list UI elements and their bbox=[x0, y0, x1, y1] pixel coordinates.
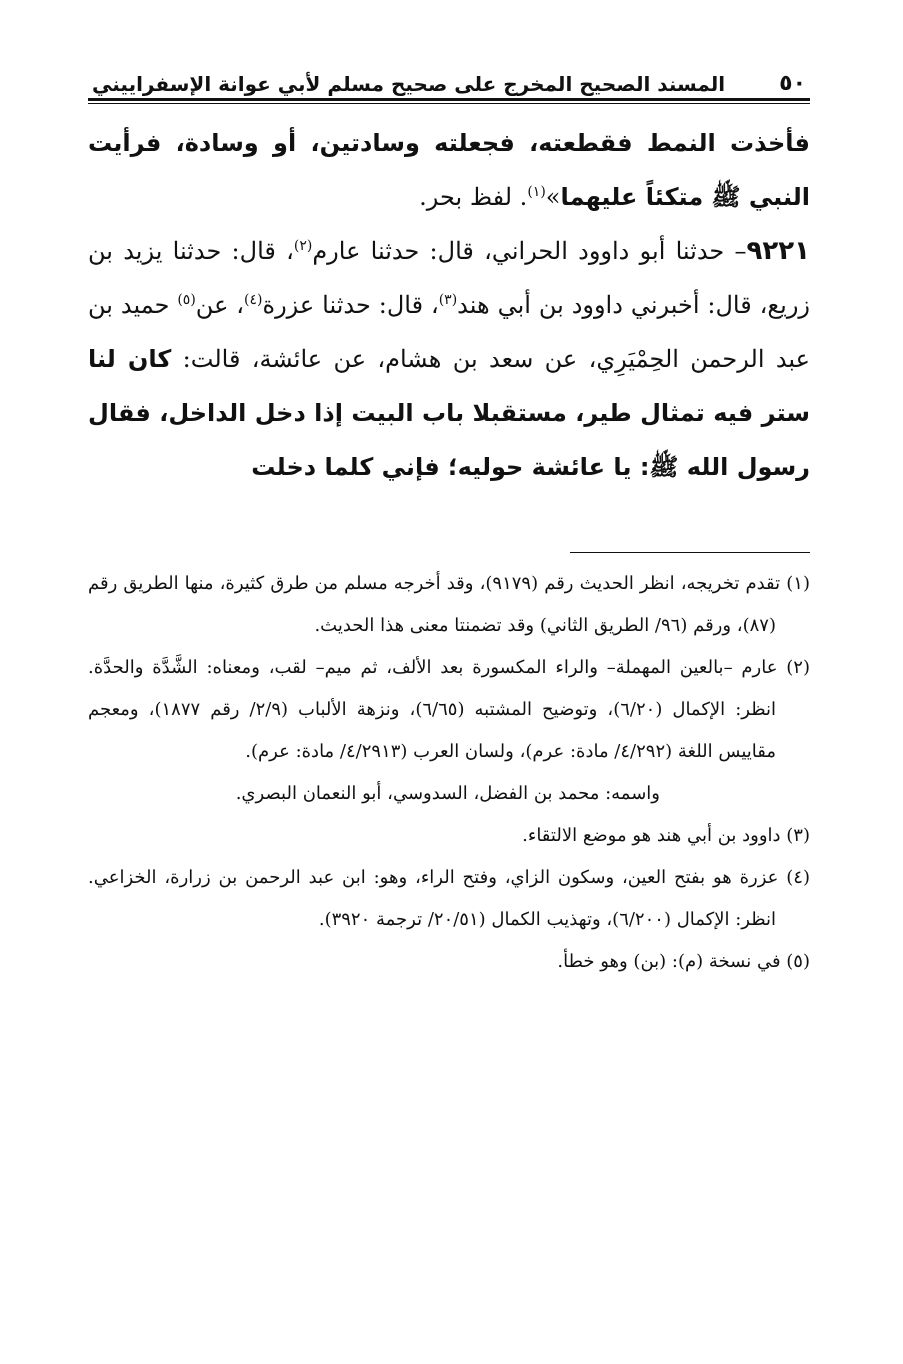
footnote-2: (٢) عارم –بالعين المهملة– والراء المكسورة بعد الألف، ثم ميم– لقب، ومعناه: الشَّدَّة والحدَّة. انظر: الإكمال (٦/٢٠)، وتوضيح المشتبه (٦/٦٥)، ونزهة الألباب (٢/٩/ رقم ١٨٧٧)، ومعجم مقاييس اللغة (٤/٢٩٢/ مادة: عرم)، ولسان العرب (٤/٢٩١٣/ مادة: عرم). bbox=[88, 657, 810, 762]
running-header bbox=[88, 58, 810, 96]
header-rule-thick bbox=[88, 98, 810, 101]
page-number: ٥٠ bbox=[779, 71, 806, 96]
main-text bbox=[88, 116, 810, 494]
hadith-text-bold: فأخذت النمط فقطعته، فجعلته وسادتين، أو وسادة، فرأيت النبي ﷺ متكئاً عليهما bbox=[88, 129, 810, 211]
hadith-number: ٩٢٢١ bbox=[746, 236, 810, 266]
paragraph-1-tail: . لفظ بحر. bbox=[419, 183, 528, 211]
footnote-ref-4: (٤) bbox=[244, 292, 263, 308]
footnote-3: (٣) داوود بن أبي هند هو موضع الالتقاء. bbox=[522, 825, 810, 846]
footnote-ref-2: (٢) bbox=[293, 238, 313, 254]
footnote-ref-5: (٥) bbox=[177, 292, 196, 308]
matn-text-bold: كان لنا ستر فيه تمثال طير، مستقبلا باب البيت إذا دخل الداخل، فقال رسول الله ﷺ: يا عائشة حوليه؛ فإني كلما دخلت bbox=[88, 345, 810, 481]
isnad-part-a: – حدثنا أبو داوود الحراني، قال: حدثنا عارم bbox=[312, 237, 747, 265]
footnote-ref-3: (٣) bbox=[438, 292, 458, 308]
footnote-1: (١) تقدم تخريجه، انظر الحديث رقم (٩١٧٩)، وقد أخرجه مسلم من طرق كثيرة، منها الطريق رقم (٨٧)، ورقم (٩٦/ الطريق الثاني) وقد تضمنتا معنى هذا الحديث. bbox=[88, 573, 810, 636]
footnote-2-continuation-text: واسمه: محمد بن الفضل، السدوسي، أبو النعمان البصري. bbox=[235, 783, 660, 804]
isnad-part-d: ، عن bbox=[195, 291, 245, 319]
footnote-4: (٤) عزرة هو بفتح العين، وسكون الزاي، وفتح الراء، وهو: ابن عبد الرحمن بن زرارة، الخزاعي. انظر: الإكمال (٦/٢٠٠)، وتهذيب الكمال (٢٠/٥١/ ترجمة ٣٩٢٠). bbox=[88, 867, 810, 930]
isnad-part-c: ، قال: حدثنا عزرة bbox=[262, 291, 439, 319]
footnote-2-continuation bbox=[88, 773, 810, 815]
book-page bbox=[88, 58, 810, 983]
footnotes bbox=[88, 563, 810, 983]
footnote-5: (٥) في نسخة (م): (بن) وهو خطأ. bbox=[557, 951, 810, 972]
closing-quote: » bbox=[545, 183, 561, 211]
header-rule-thin bbox=[88, 103, 810, 104]
paragraph-2 bbox=[88, 224, 810, 494]
footnote-ref-1: (١) bbox=[527, 184, 546, 200]
paragraph-1 bbox=[88, 116, 810, 224]
isnad-part-b: ، قال: حدثنا يزيد بن زريع، قال: أخبرني داوود بن أبي هند bbox=[88, 237, 811, 319]
book-title: المسند الصحيح المخرج على صحيح مسلم لأبي عوانة الإسفراييني bbox=[92, 72, 726, 96]
footnote-separator bbox=[570, 552, 810, 553]
isnad-part-e: حميد بن عبد الرحمن الحِمْيَرِي، عن سعد بن هشام، عن عائشة، قالت: bbox=[88, 291, 810, 373]
